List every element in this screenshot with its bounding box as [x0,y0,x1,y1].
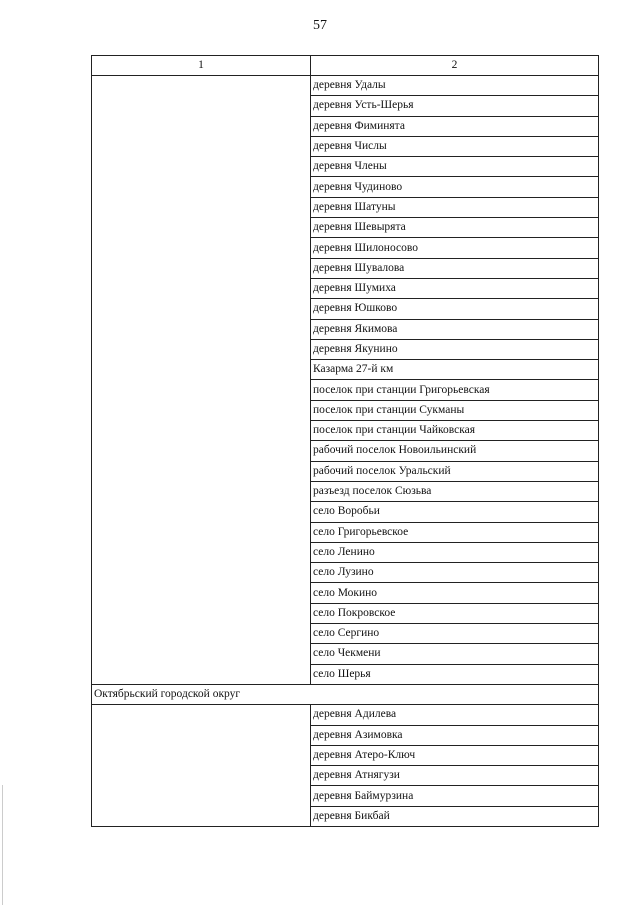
header-col-2: 2 [311,56,599,76]
settlement-cell: деревня Якимова [311,319,599,339]
settlement-cell: деревня Атеро-Ключ [311,745,599,765]
settlement-cell: село Сергино [311,624,599,644]
header-col-1: 1 [92,56,311,76]
settlement-cell: село Шерья [311,664,599,684]
settlement-cell: деревня Адилева [311,705,599,725]
empty-district-cell [92,76,311,685]
settlement-cell: деревня Шумиха [311,278,599,298]
settlement-cell: Казарма 27-й км [311,360,599,380]
table-row [92,76,599,96]
settlement-cell: деревня Члены [311,157,599,177]
settlement-cell: село Григорьевское [311,522,599,542]
page-number: 57 [313,18,327,33]
scan-edge-line [2,785,3,905]
settlement-cell: село Воробьи [311,502,599,522]
settlement-cell: село Покровское [311,603,599,623]
header-row [92,56,599,76]
settlement-cell: деревня Чудиново [311,177,599,197]
settlement-cell: деревня Бикбай [311,806,599,826]
settlement-cell: деревня Азимовка [311,725,599,745]
settlement-cell: деревня Числы [311,136,599,156]
settlement-cell: село Лузино [311,563,599,583]
settlement-cell: деревня Юшково [311,299,599,319]
settlement-cell: село Чекмени [311,644,599,664]
empty-district-cell [92,705,311,827]
district-row [92,684,599,704]
district-name: Октябрьский городской округ [92,684,599,704]
settlement-cell: село Мокино [311,583,599,603]
settlement-cell: деревня Шевырята [311,218,599,238]
table-row [92,705,599,725]
settlement-cell: поселок при станции Григорьевская [311,380,599,400]
settlement-cell: поселок при станции Чайковская [311,421,599,441]
settlement-cell: деревня Удалы [311,76,599,96]
settlement-cell: деревня Шилоносово [311,238,599,258]
settlement-cell: деревня Шувалова [311,258,599,278]
settlement-cell: деревня Атнягузи [311,766,599,786]
settlement-cell: деревня Фиминята [311,116,599,136]
settlement-cell: рабочий поселок Уральский [311,461,599,481]
settlement-cell: разъезд поселок Сюзьва [311,481,599,501]
settlement-cell: рабочий поселок Новоильинский [311,441,599,461]
settlement-cell: деревня Шатуны [311,197,599,217]
settlements-table [91,55,599,827]
settlement-cell: деревня Якунино [311,339,599,359]
settlement-cell: деревня Баймурзина [311,786,599,806]
settlement-cell: деревня Усть-Шерья [311,96,599,116]
settlement-cell: село Ленино [311,542,599,562]
settlement-cell: поселок при станции Сукманы [311,400,599,420]
